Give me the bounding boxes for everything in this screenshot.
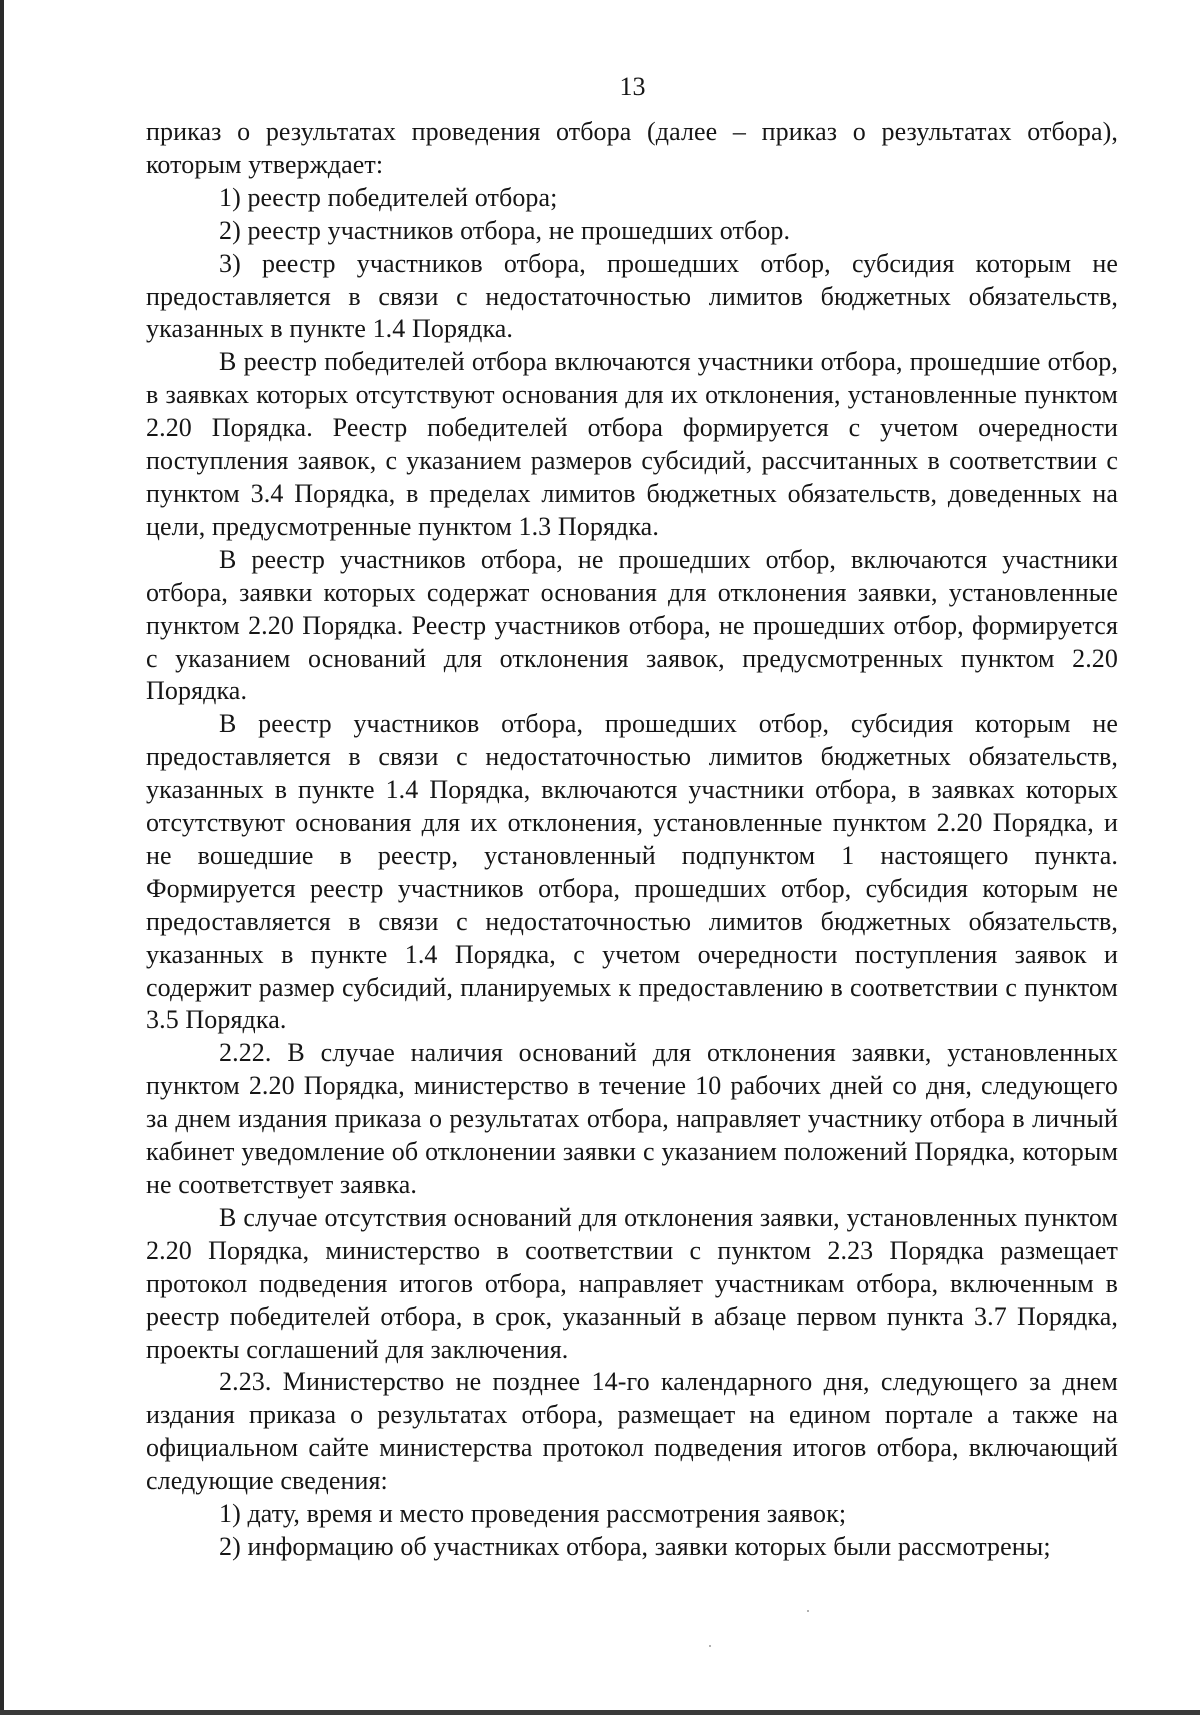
scan-edge-bottom — [0, 1710, 1200, 1715]
paragraph: 2) реестр участников отбора, не прошедших отбор. — [219, 215, 791, 245]
paragraph: 2) информацию об участниках отбора, заявки которых были рассмотрены; — [219, 1531, 1051, 1561]
paragraph: В реестр участников отбора, не прошедших отбор, включаются участники отбора, заявки которых содержат основания для отклонения заявки, установленные пунктом 2.20 Порядка. Реестр участников отбора, не прошедших отбор, формируется с указанием оснований для отклонения заявок, предусмотренных пунктом 2.20 Порядка. — [146, 544, 1118, 706]
scan-edge-left — [0, 0, 4, 1715]
page-number: 13 — [619, 72, 646, 101]
paragraph: 3) реестр участников отбора, прошедших отбор, субсидия которым не предоставляется в связи с недостаточностью лимитов бюджетных обязательств, указанных в пункте 1.4 Порядка. — [146, 248, 1118, 344]
paragraph: В реестр участников отбора, прошедших отбор, субсидия которым не предоставляется в связи с недостаточностью лимитов бюджетных обязательств, указанных в пункте 1.4 Порядка, включаются участники отбора, в заявках которых отсутствуют основания для их отклонения, установленные пунктом 2.20 Порядка, и не вошедшие в реестр, установленный подпунктом 1 настоящего пункта. Формируется реестр участников отбора, прошедших отбор, субсидия которым не предоставляется в связи с недостаточностью лимитов бюджетных обязательств, указанных в пункте 1.4 Порядка, с учетом очередности поступления заявок и содержит размер субсидий, планируемых к предоставлению в соответствии с пунктом 3.5 Порядка. — [146, 709, 1118, 1035]
paragraph: 2.23. Министерство не позднее 14-го календарного дня, следующего за днем издания приказа о результатах отбора, размещает на едином портале а также на официальном сайте министерства протокол подведения итогов отбора, включающий следующие сведения: — [146, 1367, 1118, 1496]
paragraph: 1) реестр победителей отбора; — [219, 182, 558, 212]
paragraph: 1) дату, время и место проведения рассмотрения заявок; — [219, 1499, 847, 1529]
document-body — [146, 116, 1118, 1564]
paragraph: В случае отсутствия оснований для отклонения заявки, установленных пунктом 2.20 Порядка, министерство в соответствии с пунктом 2.23 Порядка размещает протокол подведения итогов отбора, направляет участникам отбора, включенным в реестр победителей отбора, в срок, указанный в абзаце первом пункта 3.7 Порядка, проекты соглашений для заключения. — [146, 1202, 1118, 1364]
paragraph: приказ о результатах проведения отбора (далее – приказ о результатах отбора), которым утверждает: — [146, 117, 1118, 179]
paragraph: 2.22. В случае наличия оснований для отклонения заявки, установленных пунктом 2.20 Порядка, министерство в течение 10 рабочих дней со дня, следующего за днем издания приказа о результатах отбора, направляет участнику отбора в личный кабинет уведомление об отклонении заявки с указанием положений Порядка, которым не соответствует заявка. — [146, 1038, 1118, 1199]
paragraph: В реестр победителей отбора включаются участники отбора, прошедшие отбор, в заявках которых отсутствуют основания для их отклонения, установленные пунктом 2.20 Порядка. Реестр победителей отбора формируется с учетом очередности поступления заявок, с указанием размеров субсидий, рассчитанных в соответствии с пунктом 3.4 Порядка, в пределах лимитов бюджетных обязательств, доведенных на цели, предусмотренные пунктом 1.3 Порядка. — [146, 347, 1118, 541]
scan-speck — [709, 1645, 711, 1647]
scan-speck — [807, 1610, 809, 1612]
